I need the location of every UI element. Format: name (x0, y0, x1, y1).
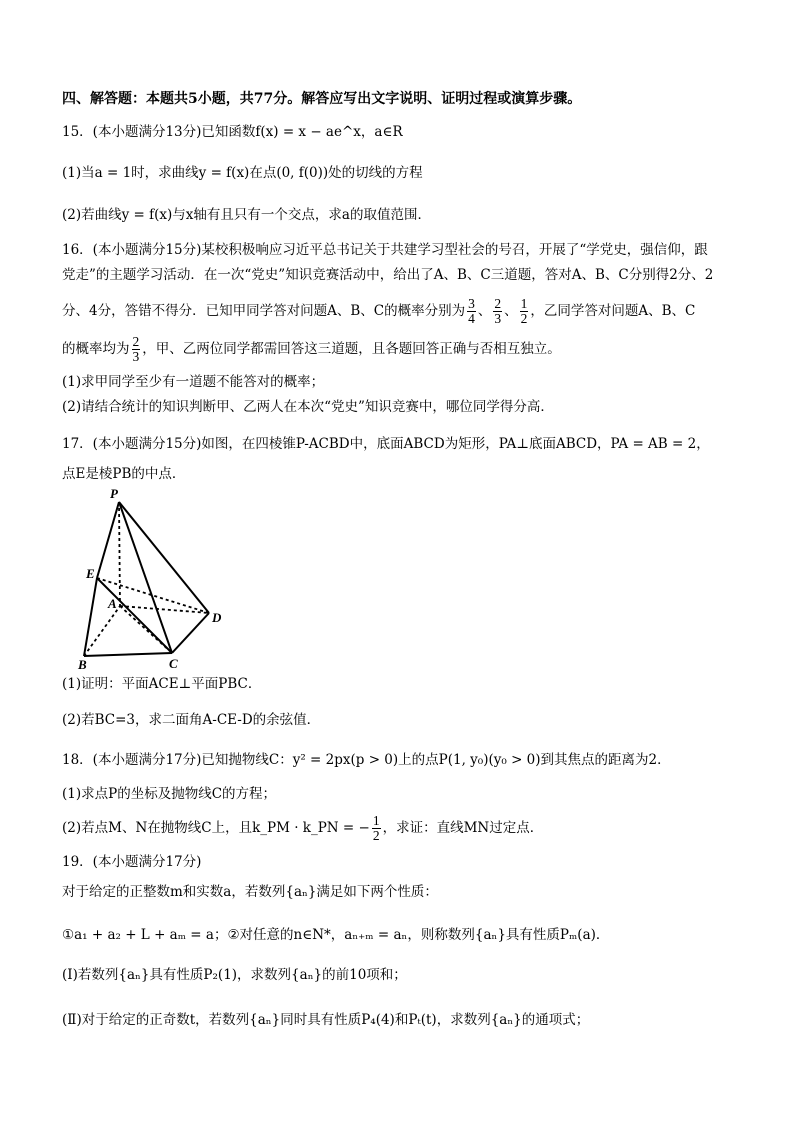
q16-line3: 分、4分，答错不得分．已知甲同学答对问题A、B、C的概率分别为 $\frac{3}{4}$ 、 $\frac{2}{3}$ 、 $\frac{1}{2}$ ，乙同学答对问题A、B、C (62, 296, 696, 326)
q19-line2: 对于给定的正整数m和实数a，若数列{aₙ}满足如下两个性质： (62, 884, 438, 900)
pyramid-figure (72, 488, 232, 673)
q17-line1: 17．(本小题满分15分)如图，在四棱锥P-ACBD中，底面ABCD为矩形，PA⊥底面ABCD，PA = AB = 2， (62, 436, 710, 452)
q18-part1: (1)求点P的坐标及抛物线C的方程； (62, 786, 277, 802)
q16-line1: 16．(本小题满分15分)某校积极响应习近平总书记关于共建学习型社会的号召，开展了“学党史，强信仰，跟 (62, 242, 708, 258)
q19-part1: (Ⅰ)若数列{aₙ}具有性质P₂(1)，求数列{aₙ}的前10项和； (62, 967, 407, 983)
vertex-label-b: B (78, 657, 87, 672)
fraction-3-4: $\frac{3}{4}$ (468, 296, 475, 326)
q19-part2: (Ⅱ)对于给定的正奇数t，若数列{aₙ}同时具有性质P₄(4)和Pₜ(t)，求数列{aₙ}的通项式； (62, 1012, 590, 1028)
q16-line4: 的概率均为 $\frac{2}{3}$ ，甲、乙两位同学都需回答这三道题，且各题回答正确与否相互独立。 (62, 334, 561, 364)
q15-stem: 15．(本小题满分13分)已知函数f(x) = x − ae^x，a∈R (62, 124, 403, 140)
fraction-2-3: $\frac{2}{3}$ (494, 296, 502, 326)
q16-line2: 党走”的主题学习活动．在一次“党史”知识竞赛活动中，给出了A、B、C三道题，答对A、B、C分别得2分、2 (62, 267, 714, 283)
q16-line3-tail: ，乙同学答对问题A、B、C (530, 303, 696, 319)
q18-part2: (2)若点M、N在抛物线C上，且k_PM · k_PN = − $\frac{1}{2}$ ，求证：直线MN过定点． (62, 813, 544, 843)
q16-part2: (2)请结合统计的知识判断甲、乙两人在本次“党史”知识竞赛中，哪位同学得分高． (62, 399, 554, 415)
q16-line3-text: 分、4分，答错不得分．已知甲同学答对问题A、B、C的概率分别为 (62, 303, 466, 319)
q15-part1: (1)当a = 1时，求曲线y = f(x)在点(0, f(0))处的切线的方程 (62, 165, 423, 181)
q18-line1: 18．(本小题满分17分)已知抛物线C：y² = 2px(p > 0)上的点P(1, y₀)(y₀ > 0)到其焦点的距离为2． (62, 752, 671, 768)
vertex-label-d: D (212, 610, 222, 625)
vertex-label-e: E (86, 566, 95, 581)
q15-part2: (2)若曲线y = f(x)与x轴有且只有一个交点，求a的取值范围． (62, 207, 431, 223)
vertex-label-c: C (169, 656, 178, 671)
vertex-label-p: P (110, 488, 118, 501)
q17-part1: (1)证明：平面ACE⊥平面PBC． (62, 676, 262, 692)
vertex-label-a: A (108, 596, 117, 611)
section-header: 四、解答题：本题共5小题，共77分。解答应写出文字说明、证明过程或演算步骤。 (62, 91, 582, 107)
fraction-1-2: $\frac{1}{2}$ (520, 296, 528, 326)
q17-part2: (2)若BC=3，求二面角A-CE-D的余弦值． (62, 712, 321, 728)
q19-line1: 19．(本小题满分17分) (62, 854, 202, 870)
fraction-1-2-b: $\frac{1}{2}$ (372, 813, 380, 843)
q17-line2: 点E是棱PB的中点． (62, 466, 186, 482)
fraction-2-3-b: $\frac{2}{3}$ (132, 334, 140, 364)
q19-line3: ①a₁ + a₂ + L + aₘ = a；②对任意的n∈N*，aₙ₊ₘ = aₙ，则称数列{aₙ}具有性质Pₘ(a)． (62, 927, 610, 943)
q16-part1: (1)求甲同学至少有一道题不能答对的概率； (62, 374, 325, 390)
